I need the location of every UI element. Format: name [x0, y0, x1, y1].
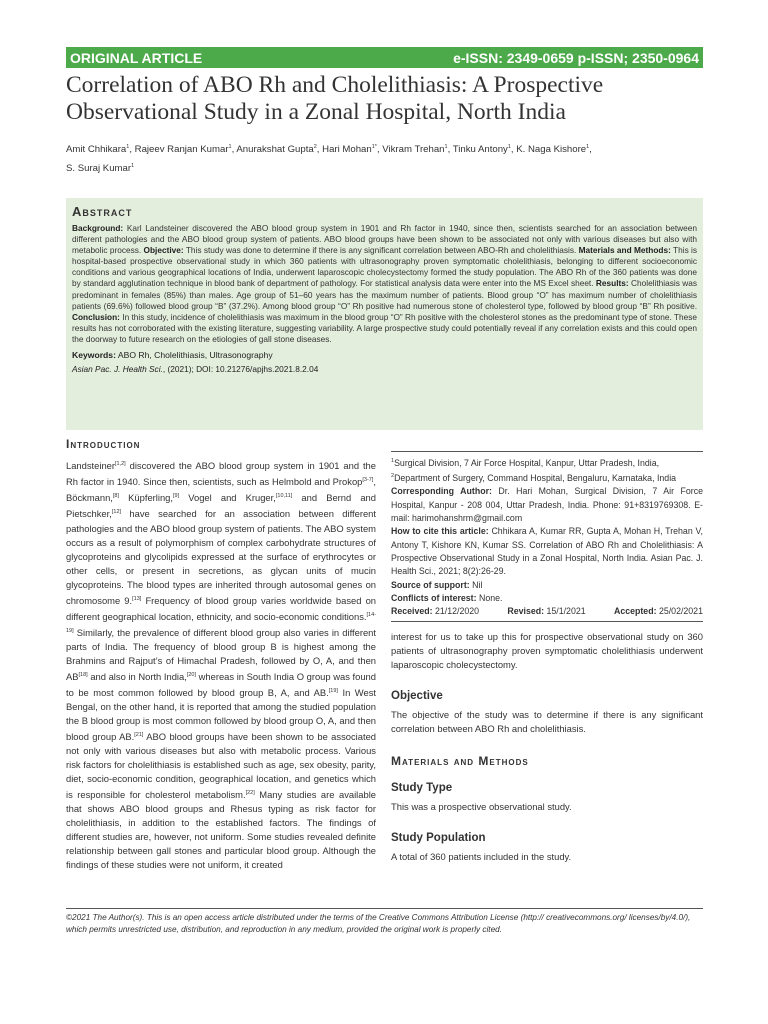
methods-heading: Materials and Methods	[391, 754, 529, 769]
issn-label: e-ISSN: 2349-0659 p-ISSN; 2350-0964	[453, 49, 699, 66]
study-population-text: A total of 360 patients included in the study.	[391, 851, 572, 863]
intro-continuation: interest for us to take up this for prospective observational study on 360 patients of ultrasonography proven symptomatic cholelithiasis underwent laparoscopic cholecystectomy.	[391, 631, 703, 671]
study-type-heading: Study Type	[391, 782, 453, 795]
author: K. Naga Kishore$^1$	[516, 144, 590, 156]
author: Anurakshat Gupta$^2$	[236, 144, 317, 156]
introduction-text: Landsteiner[1,2] discovered the ABO blood group system in 1901 and the Rh factor in 1940. Since then, scientists, such as Helmbold and Prokop[3-7], Böckmann,[8] Küpferling,[9] Vogel and Kruger,[10,11] and Bernd and Pietschker,[12] have searched for an association between different pathologies and the ABO blood group system of patients. The ABO system occurs as a result of polymorphism of complex carbohydrate structures of glycoproteins and glycolipids expressed at the surface of erythrocytes or other cells, or present in secretions, as glycan units of mucin glycoproteins. The blood types are inherited through autosomal genes on chromosome 9.[13] Frequency of blood group varies worldwide based on different geographical location, ethnicity, and socio-economic conditions.[14-19] Similarly, the prevalence of different blood group also varies in different parts of India. The frequency of blood group B is highest among the Brahmins and Rajput’s of Himachal Pradesh, followed by O, A, and then AB[18] and also in North India,[20] whereas in South India O group was found to be most common followed by blood group B, A, and AB.[19] In West Bengal, on the other hand, it is reported that among the studied population the B blood group is most common followed by blood group O, A, and then blood group AB.[21] ABO blood groups have been shown to be associated not only with various diseases but also with metabolic process. Various risk factors for cholelithiasis is established such as age, sex obesity, parity, diet, socio-economic condition, geographical location, and genetics which is responsible for cholesterol metabolism.[22] Many studies are available that shows ABO blood groups and Rhesus typing as risk factor for cholelithiasis, in addition to the established factors. The findings of different studies are, however, not uniform. Some studies revealed definite relationship between gall stones and particular blood group. Although the findings of these studies were not uniform, it created	[66, 460, 377, 871]
author: S. Suraj Kumar$^1$	[66, 163, 135, 175]
article-dates	[391, 605, 703, 618]
footer-divider	[66, 908, 703, 909]
journal-citation: Asian Pac. J. Health Sci., (2021); DOI: 10.21276/apjhs.2021.8.2.04	[72, 364, 319, 375]
corresponding-author: Corresponding Author: Dr. Hari Mohan, Surgical Division, 7 Air Force Hospital, Kanpur - 208 004, Uttar Pradesh, India. Phone: 91+8319769308. E-mail: harimohanshrm@gmail.com	[391, 486, 703, 524]
divider	[391, 451, 703, 452]
divider	[391, 621, 703, 622]
abstract-box	[66, 198, 703, 430]
author: Amit Chhikara$^1$	[66, 144, 130, 156]
left-column	[66, 437, 376, 872]
article-title: Correlation of ABO Rh and Cholelithiasis: A Prospective Observational Study in a Zonal Hospital, North India	[66, 72, 604, 125]
revised-date: Revised: 15/1/2021	[507, 606, 586, 617]
introduction-heading: Introduction	[66, 437, 141, 451]
article-type-label: ORIGINAL ARTICLE	[70, 49, 203, 66]
abstract-body: Background: Karl Landsteiner discovered the ABO blood group system in 1901 and Rh factor in 1940, since then, scientists searched for an association between different pathologies and the ABO blood group system of patients. ABO blood groups have been shown to be associated not only with various diseases but also with metabolic process. Objective: This study was done to determine if there is any significant correlation between ABO-Rh and cholelithiasis. Materials and Methods: This is hospital-based prospective observational study in which 360 patients with ultrasonography proven symptomatic cholelithiasis, belonging to different socioeconomic conditions and various geographical locations of India, underwent laparoscopic cholecystectomy formed the study population. The ABO Rh of the 360 patients was done by standard agglutination technique in blood bank of department of pathology. For statistical analysis data were enter into the MS Excel sheet. Results: Cholelithiasis was predominant in females (85%) than males. Age group of 51–60 years has the maximum number of patients. Blood group “O” has maximum number of cholelithiasis patients (69.6%) followed blood group “B” (37.2%). Among blood group “O” Rh positive had numerous stone of cholesterol type, followed by blood group “B” Rh positive. Conclusion: In this study, incidence of cholelithiasis was maximum in the blood group “O” Rh positive with the cholesterol stones as the predominant type of stone. These results has not corroborated with the existing literature, suggesting variability. A large prospective study could potentially reveal if any correlation exists and this could open the doorway to future research on the etiologies of gall stone diseases.	[72, 223, 698, 344]
affiliation: $^1$Surgical Division, 7 Air Force Hospital, Kanpur, Uttar Pradesh, India, $^2$Department of Surgery, Command Hospital, Bengaluru, Karnataka, India	[391, 457, 677, 484]
study-type-text: This was a prospective observational study.	[391, 801, 572, 813]
author: Vikram Trehan$^1$	[382, 144, 448, 156]
how-to-cite: How to cite this article: Chhikara A, Kumar RR, Gupta A, Mohan H, Trehan V, Antony T, Kishore KN, Kumar SS. Correlation of ABO Rh and Cholelithiasis: A Prospective Observational Study in a Zonal Hospital, North India. Asian Pac. J. Health Sci., 2021; 8(2):26-29.	[391, 526, 704, 577]
license-footer: ©2021 The Author(s). This is an open access article distributed under the terms of the Creative Commons Attribution License (http:// creativecommons.org/ licenses/by/4.0/), which permits unrestricted use, distribution, and reproduction in any medium, provided the original work is properly cited.	[66, 913, 691, 934]
accepted-date: Accepted: 25/02/2021	[613, 606, 703, 617]
objective-text: The objective of the study was to determine if there is any significant correlation between ABO Rh and cholelithiasis.	[391, 709, 703, 735]
source-of-support: Source of support: Nil	[391, 579, 483, 590]
right-column	[391, 448, 703, 864]
objective-heading: Objective	[391, 690, 443, 703]
author: Tinku Antony$^1$	[452, 144, 511, 156]
author-list: Amit Chhikara$^1$, Rajeev Ranjan Kumar$^1$, Anurakshat Gupta$^2$, Hari Mohan$^{1*}$, Vikram Trehan$^1$, Tinku Antony$^1$, K. Naga Kishore$^1$, S. Suraj Kumar$^1$	[66, 144, 592, 175]
conflicts-of-interest: Conflicts of interest: None.	[391, 592, 503, 603]
author: Hari Mohan$^{1*}$	[322, 144, 377, 156]
received-date: Received: 21/12/2020	[391, 606, 480, 617]
author: Rajeev Ranjan Kumar$^1$	[134, 144, 232, 156]
abstract-heading: Abstract	[72, 204, 133, 219]
study-population-heading: Study Population	[391, 832, 486, 845]
article-banner	[66, 47, 703, 68]
affiliations-block	[391, 455, 703, 618]
keywords: Keywords: ABO Rh, Cholelithiasis, Ultrasonography	[72, 350, 273, 361]
